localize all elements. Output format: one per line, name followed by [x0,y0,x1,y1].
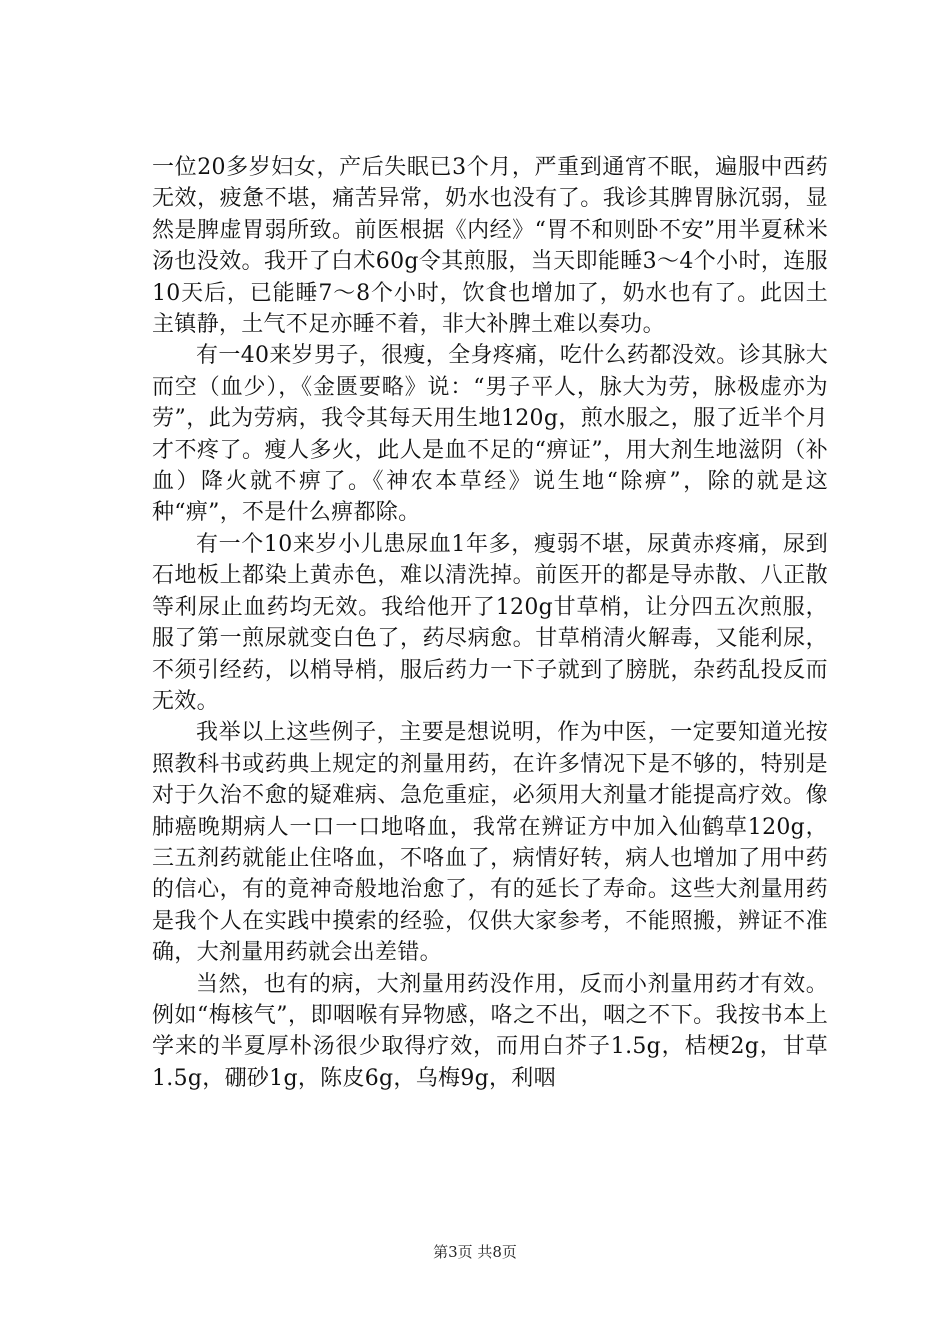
paragraph-small-dosage-case: 当然，也有的病，大剂量用药没作用，反而小剂量用药才有效。例如“梅核气”，即咽喉有异物感，咯之不出，咽之不下。我按书本上学来的半夏厚朴汤很少取得疗效，而用白芥子1.5g，桔梗2g，甘草1.5g，硼砂1g，陈皮6g，乌梅9g，利咽 [152,971,828,1091]
paragraph-large-dosage-summary: 我举以上这些例子，主要是想说明，作为中医，一定要知道光按照教科书或药典上规定的剂量用药，在许多情况下是不够的，特别是对于久治不愈的疑难病、急危重症，必须用大剂量才能提高疗效。像肺癌晚期病人一口一口地咯血，我常在辨证方中加入仙鹤草120g，三五剂药就能止住咯血，不咯血了，病情好转，病人也增加了用中药的信心，有的竟神奇般地治愈了，有的延长了寿命。这些大剂量用药是我个人在实践中摸索的经验，仅供大家参考，不能照搬，辨证不准确，大剂量用药就会出差错。 [152,720,828,966]
paragraph-body-pain-case: 有一40来岁男子，很瘦，全身疼痛，吃什么药都没效。诊其脉大而空（血少），《金匮要略》说：“男子平人，脉大为劳，脉极虚亦为劳”，此为劳病，我令其每天用生地120g，煎水服之，服了近半个月才不疼了。瘦人多火，此人是血不足的“痹证”，用大剂生地滋阴（补血）降火就不痹了。《神农本草经》说生地“除痹”，除的就是这种“痹”，不是什么痹都除。 [152,343,828,526]
body-text [152,152,828,1094]
page-number-footer: 第3页 共8页 [433,1243,517,1261]
paragraph-child-hematuria-case: 有一个10来岁小儿患尿血1年多，瘦弱不堪，尿黄赤疼痛，尿到石地板上都染上黄赤色，难以清洗掉。前医开的都是导赤散、八正散等利尿止血药均无效。我给他开了120g甘草梢，让分四五次煎服，服了第一煎尿就变白色了，药尽病愈。甘草梢清火解毒，又能利尿，不须引经药，以梢导梢，服后药力一下子就到了膀胱，杂药乱投反而无效。 [152,531,828,714]
paragraph-postpartum-insomnia: 一位20多岁妇女，产后失眠已3个月，严重到通宵不眠，遍服中西药无效，疲惫不堪，痛苦异常，奶水也没有了。我诊其脾胃脉沉弱，显然是脾虚胃弱所致。前医根据《内经》“胃不和则卧不安”用半夏秫米汤也没效。我开了白术60g令其煎服，当天即能睡3～4个小时，连服10天后，已能睡7～8个小时，饮食也增加了，奶水也有了。此因土主镇静，土气不足亦睡不着，非大补脾土难以奏功。 [152,155,828,338]
